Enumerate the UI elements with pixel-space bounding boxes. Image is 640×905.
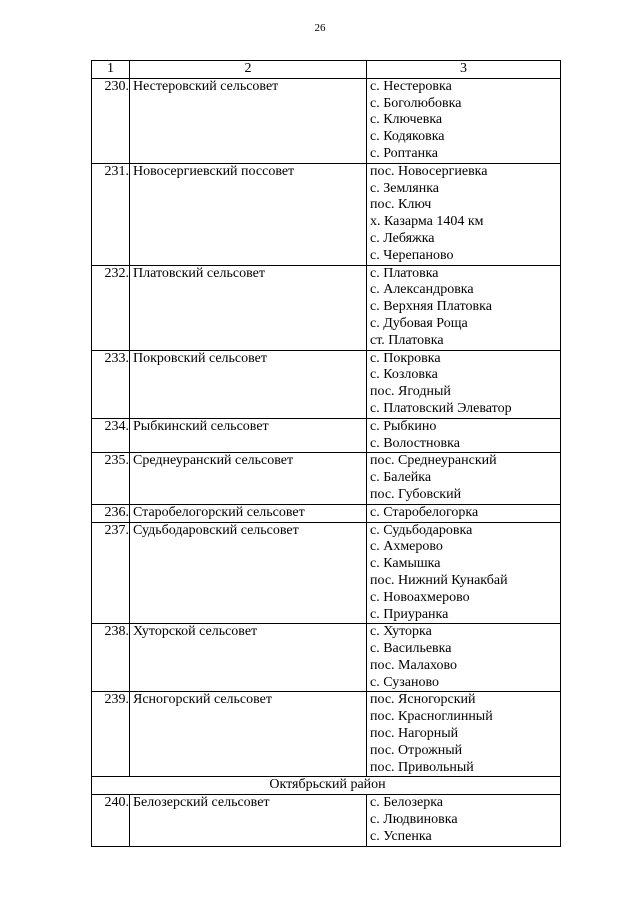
table-row [92, 350, 561, 418]
settlement-item: с. Судьбодаровка [370, 522, 473, 538]
settlement-item: ст. Платовка [370, 332, 444, 348]
settlement-item: с. Покровка [370, 350, 441, 366]
settlement-item: с. Козловка [370, 367, 438, 383]
settlement-list [367, 692, 561, 777]
council-name: Судьбодаровский сельсовет [130, 522, 367, 624]
settlement-item: с. Ключевка [370, 112, 443, 128]
settlement-item: с. Белозерка [370, 795, 444, 811]
settlement-item: с. Нестеровка [370, 78, 452, 94]
settlement-item: с. Новоахмерово [370, 589, 470, 605]
row-number: 230. [92, 78, 130, 163]
row-number: 234. [92, 418, 130, 453]
page-number: 26 [314, 22, 326, 34]
settlement-item: с. Балейка [370, 470, 432, 486]
settlement-item: пос. Отрожный [370, 742, 463, 758]
settlement-list [367, 350, 561, 418]
settlement-list [367, 453, 561, 504]
settlement-item: х. Казарма 1404 км [370, 214, 484, 230]
settlement-item: с. Платовка [370, 265, 439, 281]
row-number: 232. [92, 265, 130, 350]
settlement-item: с. Лебяжка [370, 230, 435, 246]
table-row [92, 795, 561, 846]
row-number: 236. [92, 504, 130, 522]
settlement-list [367, 265, 561, 350]
table-body [92, 78, 561, 846]
settlement-list [367, 163, 561, 265]
settlement-list [367, 624, 561, 692]
settlement-item: с. Кодяковка [370, 129, 445, 145]
table-row [92, 624, 561, 692]
settlement-item: с. Приуранка [370, 606, 449, 622]
settlement-item: с. Рыбкино [370, 418, 437, 434]
row-number: 233. [92, 350, 130, 418]
council-name: Нестеровский сельсовет [130, 78, 367, 163]
row-number: 235. [92, 453, 130, 504]
row-number: 239. [92, 692, 130, 777]
settlement-item: пос. Губовский [370, 486, 462, 502]
settlement-item: с. Васильевка [370, 641, 452, 657]
council-name: Рыбкинский сельсовет [130, 418, 367, 453]
settlement-item: пос. Нижний Кунакбай [370, 572, 508, 588]
settlement-item: пос. Новосергиевка [370, 163, 488, 179]
settlement-item: пос. Малахово [370, 657, 458, 673]
settlement-item: с. Боголюбовка [370, 95, 462, 111]
settlement-item: пос. Привольный [370, 759, 474, 775]
council-name: Ясногорский сельсовет [130, 692, 367, 777]
row-number: 237. [92, 522, 130, 624]
section-row [92, 777, 561, 795]
table-row [92, 163, 561, 265]
settlement-list [367, 78, 561, 163]
settlement-item: пос. Ключ [370, 197, 432, 213]
council-name: Покровский сельсовет [130, 350, 367, 418]
settlement-list [367, 418, 561, 453]
settlement-item: с. Старобелогорка [370, 504, 479, 520]
settlement-item: пос. Нагорный [370, 726, 459, 742]
council-name: Платовский сельсовет [130, 265, 367, 350]
council-name: Белозерский сельсовет [130, 795, 367, 846]
settlement-item: с. Роптанка [370, 145, 438, 161]
council-name: Среднеуранский сельсовет [130, 453, 367, 504]
settlement-item: пос. Ягодный [370, 384, 451, 400]
table-row [92, 453, 561, 504]
settlement-item: с. Людвиновка [370, 812, 458, 828]
column-header-council: 2 [130, 61, 367, 79]
table-row [92, 692, 561, 777]
settlement-item: с. Сузаново [370, 674, 439, 690]
table-row [92, 418, 561, 453]
row-number: 231. [92, 163, 130, 265]
council-name: Новосергиевский поссовет [130, 163, 367, 265]
table-header-row [92, 61, 561, 79]
settlement-list [367, 504, 561, 522]
settlement-item: пос. Ясногорский [370, 692, 476, 708]
table-row [92, 78, 561, 163]
row-number: 240. [92, 795, 130, 846]
settlement-list [367, 795, 561, 846]
settlement-list [367, 522, 561, 624]
settlement-item: с. Землянка [370, 180, 440, 196]
section-title: Октябрьский район [92, 777, 561, 795]
council-name: Старобелогорский сельсовет [130, 504, 367, 522]
settlement-item: пос. Среднеуранский [370, 453, 497, 469]
column-header-number: 1 [92, 61, 130, 79]
column-header-settlements: 3 [367, 61, 561, 79]
settlement-item: с. Платовский Элеватор [370, 400, 512, 416]
settlement-item: с. Хуторка [370, 624, 432, 640]
settlement-item: с. Черепаново [370, 247, 454, 263]
table-row [92, 522, 561, 624]
table-row [92, 504, 561, 522]
settlement-item: пос. Красноглинный [370, 709, 493, 725]
row-number: 238. [92, 624, 130, 692]
settlement-item: с. Дубовая Роща [370, 315, 468, 331]
settlement-item: с. Александровка [370, 282, 474, 298]
settlement-item: с. Камышка [370, 556, 441, 572]
settlement-item: с. Успенка [370, 828, 432, 844]
settlement-item: с. Ахмерово [370, 539, 443, 555]
settlement-item: с. Волостновка [370, 435, 460, 451]
settlement-item: с. Верхняя Платовка [370, 299, 492, 315]
settlements-table [91, 60, 561, 847]
table-row [92, 265, 561, 350]
council-name: Хуторской сельсовет [130, 624, 367, 692]
